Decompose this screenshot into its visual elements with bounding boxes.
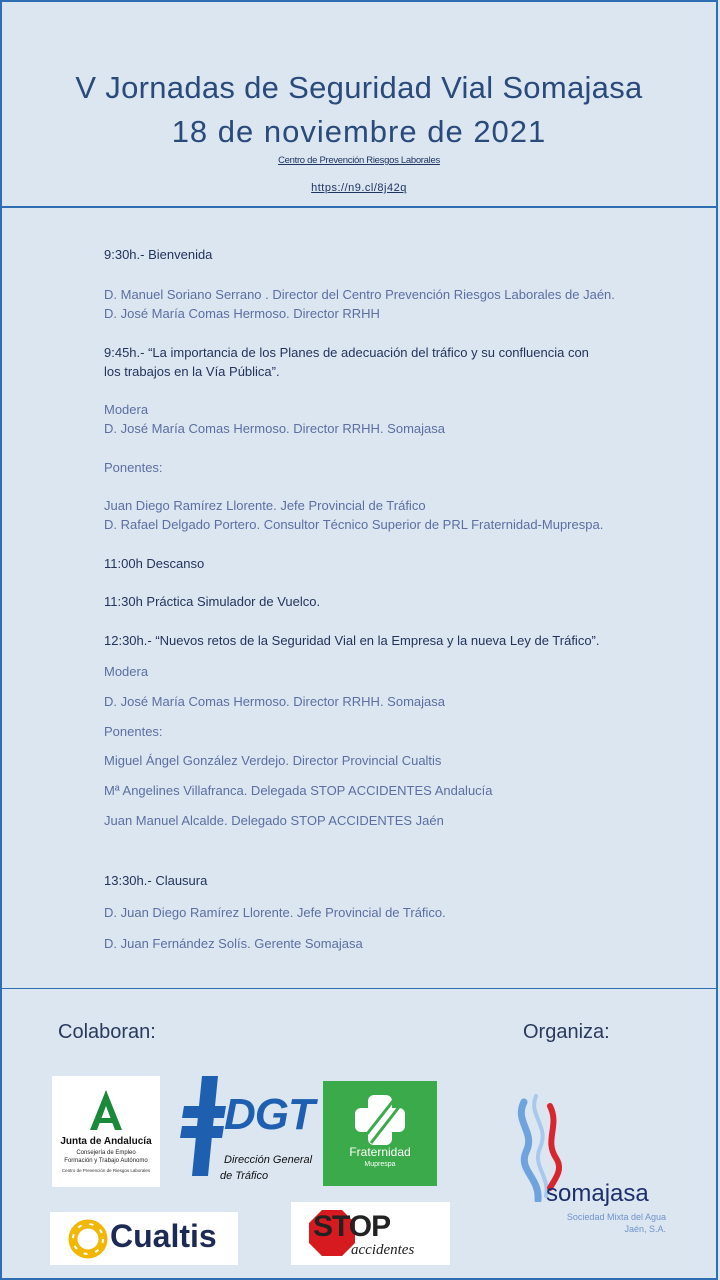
- header-panel: [0, 0, 718, 208]
- dgt-sub1: Dirección General: [224, 1154, 313, 1166]
- dgt-logo: [180, 1076, 314, 1188]
- colaboran-label: Colaboran:: [58, 1021, 156, 1043]
- cualtis-name: Cualtis: [110, 1218, 217, 1254]
- moderator-name: D. José María Comas Hermoso. Director RRHH. Somajasa: [104, 421, 445, 436]
- session-title-2: 12:30h.- “Nuevos retos de la Seguridad Vial en la Empresa y la nueva Ley de Tráfico”.: [104, 633, 600, 648]
- junta-andalucia-logo: [52, 1076, 160, 1187]
- junta-name: Junta de Andalucía: [60, 1136, 152, 1147]
- junta-emblem-icon: [52, 1086, 160, 1136]
- speakers-label: Ponentes:: [104, 460, 163, 475]
- somajasa-name: somajasa: [546, 1180, 649, 1207]
- session-title-1-cont: los trabajos en la Vía Pública”.: [104, 364, 280, 379]
- event-title: V Jornadas de Seguridad Vial Somajasa: [75, 70, 643, 105]
- junta-sub3: Centro de Prevención de Riesgos Laborales: [61, 1168, 151, 1173]
- stop-sub: accidentes: [351, 1242, 415, 1258]
- schedule-practice: 11:30h Práctica Simulador de Vuelco.: [104, 594, 321, 609]
- session-title-1: 9:45h.- “La importancia de los Planes de adecuación del tráfico y su confluencia con: [104, 345, 589, 360]
- stop-name: STOP: [313, 1210, 391, 1243]
- moderator-label: Modera: [104, 664, 149, 679]
- fraternidad-cross-icon: [323, 1093, 437, 1148]
- stop-accidentes-logo: [291, 1202, 450, 1265]
- somajasa-logo: [510, 1092, 670, 1242]
- speaker-line: Miguel Ángel González Verdejo. Director Provincial Cualtis: [104, 753, 442, 768]
- moderator-label: Modera: [104, 402, 149, 417]
- speaker-line: D. Rafael Delgado Portero. Consultor Técnico Superior de PRL Fraternidad-Muprespa.: [104, 517, 604, 532]
- cualtis-logo: [50, 1212, 238, 1265]
- organiza-label: Organiza:: [523, 1021, 610, 1043]
- fraternidad-name: Fraternidad: [349, 1145, 411, 1159]
- moderator-name: D. José María Comas Hermoso. Director RRHH. Somajasa: [104, 694, 445, 709]
- speaker-line: D. Manuel Soriano Serrano . Director del Centro Prevención Riesgos Laborales de Jaén.: [104, 287, 615, 302]
- schedule-closing: 13:30h.- Clausura: [104, 873, 208, 888]
- junta-sub2: Formación y Trabajo Autónomo: [64, 1158, 148, 1164]
- speaker-line: Juan Manuel Alcalde. Delegado STOP ACCIDENTES Jaén: [104, 813, 444, 828]
- registration-url-link[interactable]: https://n9.cl/8j42q: [311, 182, 407, 194]
- schedule-welcome: 9:30h.- Bienvenida: [104, 247, 213, 262]
- centro-link[interactable]: Centro de Prevención Riesgos Laborales: [278, 155, 440, 166]
- speaker-line: Juan Diego Ramírez Llorente. Jefe Provincial de Tráfico: [104, 498, 426, 513]
- speaker-line: D. José María Comas Hermoso. Director RRHH: [104, 306, 380, 321]
- fraternidad-sub: Muprespa: [364, 1161, 396, 1168]
- dgt-sub2: de Tráfico: [220, 1170, 269, 1182]
- speaker-line: D. Juan Fernández Solís. Gerente Somajasa: [104, 936, 363, 951]
- speaker-line: D. Juan Diego Ramírez Llorente. Jefe Provincial de Tráfico.: [104, 905, 446, 920]
- junta-sub1: Consejería de Empleo: [76, 1150, 136, 1156]
- event-date: 18 de noviembre de 2021: [171, 114, 547, 149]
- dgt-cross-icon: [180, 1076, 230, 1176]
- fraternidad-logo: [323, 1081, 437, 1186]
- speakers-label: Ponentes:: [104, 724, 163, 739]
- somajasa-sub2: Jaén, S.A.: [624, 1224, 666, 1234]
- schedule-break: 11:00h Descanso: [104, 556, 205, 571]
- cualtis-ring-icon: [68, 1219, 108, 1259]
- speaker-line: Mª Angelines Villafranca. Delegada STOP ACCIDENTES Andalucía: [104, 783, 493, 798]
- somajasa-sub1: Sociedad Mixta del Agua: [566, 1212, 666, 1222]
- dgt-name: DGT: [224, 1090, 314, 1139]
